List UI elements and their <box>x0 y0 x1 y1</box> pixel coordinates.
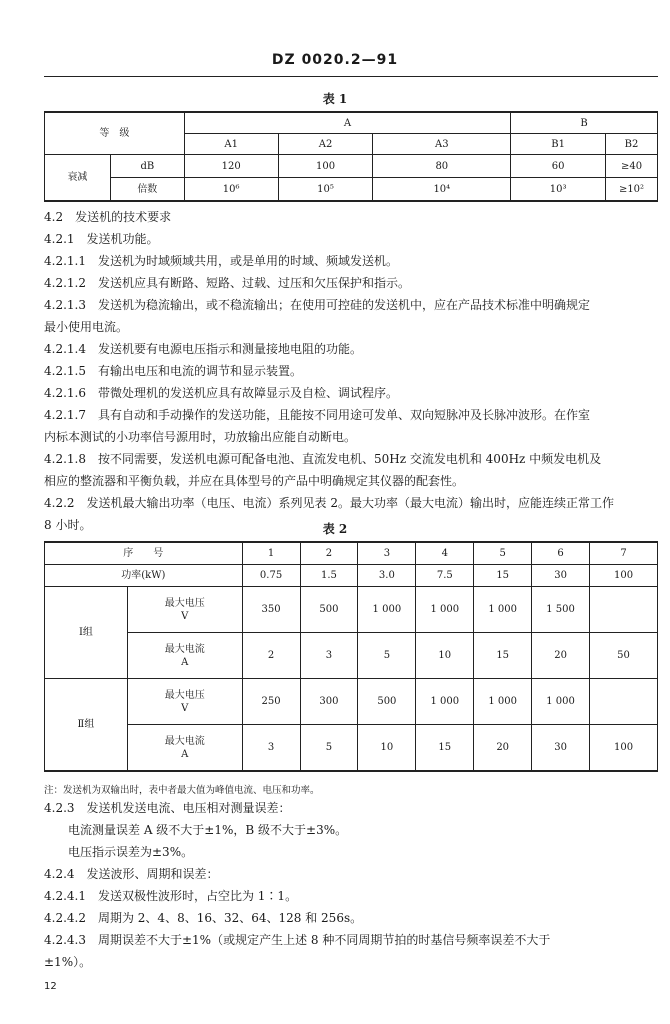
paragraph-line: 4.2 发送机的技术要求 <box>44 210 172 224</box>
table1-col-header: B2 <box>606 134 658 155</box>
table2-cell: 1 000 <box>358 587 416 633</box>
table2-cell: 10 <box>358 725 416 772</box>
paragraph-line: 4.2.4 发送波形、周期和误差： <box>44 867 219 881</box>
paragraph-line: 4.2.4.2 周期为 2、4、8、16、32、64、128 和 256s。 <box>44 911 363 925</box>
table1-cell: 10³ <box>511 178 606 202</box>
page-number: 12 <box>44 981 57 992</box>
table2-seq: 5 <box>474 542 532 565</box>
paragraph-line: 4.2.2 发送机最大输出功率（电压、电流）系列见表 2。最大功率（最大电流）输出时，应能连续正常工作 <box>44 496 614 510</box>
table2-cell: 30 <box>532 725 590 772</box>
table2-power: 7.5 <box>416 565 474 587</box>
table2-cell: 100 <box>590 725 658 772</box>
paragraph-line: 内标本测试的小功率信号源用时，功放输出应能自动断电。 <box>44 430 357 444</box>
table2-seq: 7 <box>590 542 658 565</box>
table1-group-a: A <box>184 112 510 134</box>
paragraph-line: 4.2.4.3 周期误差不大于±1%（或规定产生上述 8 种不同周期节拍的时基信号频率误差不大于 <box>44 933 551 947</box>
table1-cell: 100 <box>278 155 373 178</box>
table2-cell: 3 <box>300 633 358 679</box>
table1-grade-label: 等 级 <box>45 112 185 155</box>
table2-seq: 6 <box>532 542 590 565</box>
table2-power: 100 <box>590 565 658 587</box>
table2-cell: 500 <box>358 679 416 725</box>
table1-unit: 倍数 <box>110 178 184 202</box>
paragraph-line: 4.2.1.6 带微处理机的发送机应具有故障显示及自检、调试程序。 <box>44 386 398 400</box>
table1-col-header: A1 <box>184 134 278 155</box>
paragraph-line: 4.2.1.2 发送机应具有断路、短路、过载、过压和欠压保护和指示。 <box>44 276 410 290</box>
table2-power: 30 <box>532 565 590 587</box>
table2-cell: 2 <box>242 633 300 679</box>
table2-cell: 1 000 <box>532 679 590 725</box>
table1-cell: 60 <box>511 155 606 178</box>
table2-cell: 250 <box>242 679 300 725</box>
table2-cell: 1 000 <box>474 679 532 725</box>
table2-row-label: 最大电压 V <box>127 679 242 725</box>
paragraph-line: 4.2.1 发送机功能。 <box>44 232 159 246</box>
paragraph-line: 4.2.3 发送机发送电流、电压相对测量误差： <box>44 801 291 815</box>
table1-col-header: A3 <box>373 134 511 155</box>
table1-col-header: B1 <box>511 134 606 155</box>
table2-power: 15 <box>474 565 532 587</box>
table1-cell: 10⁶ <box>184 178 278 202</box>
header-rule <box>44 76 658 77</box>
table2-cell: 3 <box>242 725 300 772</box>
table2-seq: 1 <box>242 542 300 565</box>
table2-cell: 1 000 <box>416 679 474 725</box>
standard-code: DZ 0020.2—91 <box>271 52 399 68</box>
table2-cell: 1 000 <box>474 587 532 633</box>
paragraph-line: 最小使用电流。 <box>44 320 129 334</box>
paragraph-line: 4.2.1.4 发送机要有电源电压指示和测量接地电阻的功能。 <box>44 342 362 356</box>
paragraph-line: 4.2.1.1 发送机为时域频域共用，或是单用的时域、频域发送机。 <box>44 254 398 268</box>
paragraph-line: 4.2.1.7 具有自动和手动操作的发送功能，且能按不同用途可发单、双向短脉冲及长脉冲波形。在作室 <box>44 408 590 422</box>
paragraph-line: 4.2.1.5 有输出电压和电流的调节和显示装置。 <box>44 364 302 378</box>
table2-cell: 1 500 <box>532 587 590 633</box>
table2-cell: 20 <box>532 633 590 679</box>
table2-cell: 15 <box>416 725 474 772</box>
table1-cell: 10⁵ <box>278 178 373 202</box>
table2-power: 1.5 <box>300 565 358 587</box>
paragraph-line: 电压指示误差为±3%。 <box>44 845 194 859</box>
table2-cell <box>590 587 658 633</box>
paragraph-line: 电流测量误差 A 级不大于±1%，B 级不大于±3%。 <box>44 823 348 837</box>
paragraph-line: 4.2.4.1 发送双极性波形时，占空比为 1∶1。 <box>44 889 298 903</box>
table2-seq: 3 <box>358 542 416 565</box>
table1-row-label: 衰减 <box>45 155 111 202</box>
table1-cell: 10⁴ <box>373 178 511 202</box>
table2-cell: 50 <box>590 633 658 679</box>
table2-group-name: Ⅱ组 <box>45 679 128 772</box>
table2-row-label: 最大电压 V <box>127 587 242 633</box>
table2 <box>44 541 658 772</box>
table2-cell: 300 <box>300 679 358 725</box>
paragraph-line: 相应的整流器和平衡负载，并应在具体型号的产品中明确规定其仪器的配套性。 <box>44 474 465 488</box>
table2-seq-label: 序 号 <box>45 542 243 565</box>
table1-cell: 80 <box>373 155 511 178</box>
table2-cell: 1 000 <box>416 587 474 633</box>
table1-col-header: A2 <box>278 134 373 155</box>
table1-unit: dB <box>110 155 184 178</box>
table2-cell: 350 <box>242 587 300 633</box>
section-4-2-3-text <box>44 797 660 973</box>
table2-cell: 20 <box>474 725 532 772</box>
table2-note: 注：发送机为双输出时，表中者最大值为峰值电流、电压和功率。 <box>44 785 320 796</box>
table2-seq: 2 <box>300 542 358 565</box>
paragraph-line: 4.2.1.3 发送机为稳流输出，或不稳流输出；在使用可控硅的发送机中，应在产品技术标准中明确规定 <box>44 298 590 312</box>
table2-group-name: Ⅰ组 <box>45 587 128 679</box>
table2-cell: 5 <box>358 633 416 679</box>
section-4-2-text <box>44 206 660 536</box>
paragraph-line: 8 小时。 <box>44 518 92 532</box>
table2-row-label: 最大电流 A <box>127 725 242 772</box>
table2-seq: 4 <box>416 542 474 565</box>
table2-power: 0.75 <box>242 565 300 587</box>
table2-cell: 5 <box>300 725 358 772</box>
table1-cell: ≥10² <box>606 178 658 202</box>
table1 <box>44 111 658 202</box>
table2-caption: 表 2 <box>322 522 348 536</box>
table2-cell: 500 <box>300 587 358 633</box>
table2-power: 3.0 <box>358 565 416 587</box>
table1-caption: 表 1 <box>322 92 348 106</box>
table1-group-b: B <box>511 112 658 134</box>
paragraph-line: 4.2.1.8 按不同需要，发送机电源可配备电池、直流发电机、50Hz 交流发电机和 400Hz 中频发电机及 <box>44 452 602 466</box>
table1-cell: 120 <box>184 155 278 178</box>
table2-cell: 10 <box>416 633 474 679</box>
table1-cell: ≥40 <box>606 155 658 178</box>
table2-power-label: 功率(kW) <box>45 565 243 587</box>
table2-row-label: 最大电流 A <box>127 633 242 679</box>
table2-cell <box>590 679 658 725</box>
paragraph-line: ±1%）。 <box>44 955 92 969</box>
table2-cell: 15 <box>474 633 532 679</box>
